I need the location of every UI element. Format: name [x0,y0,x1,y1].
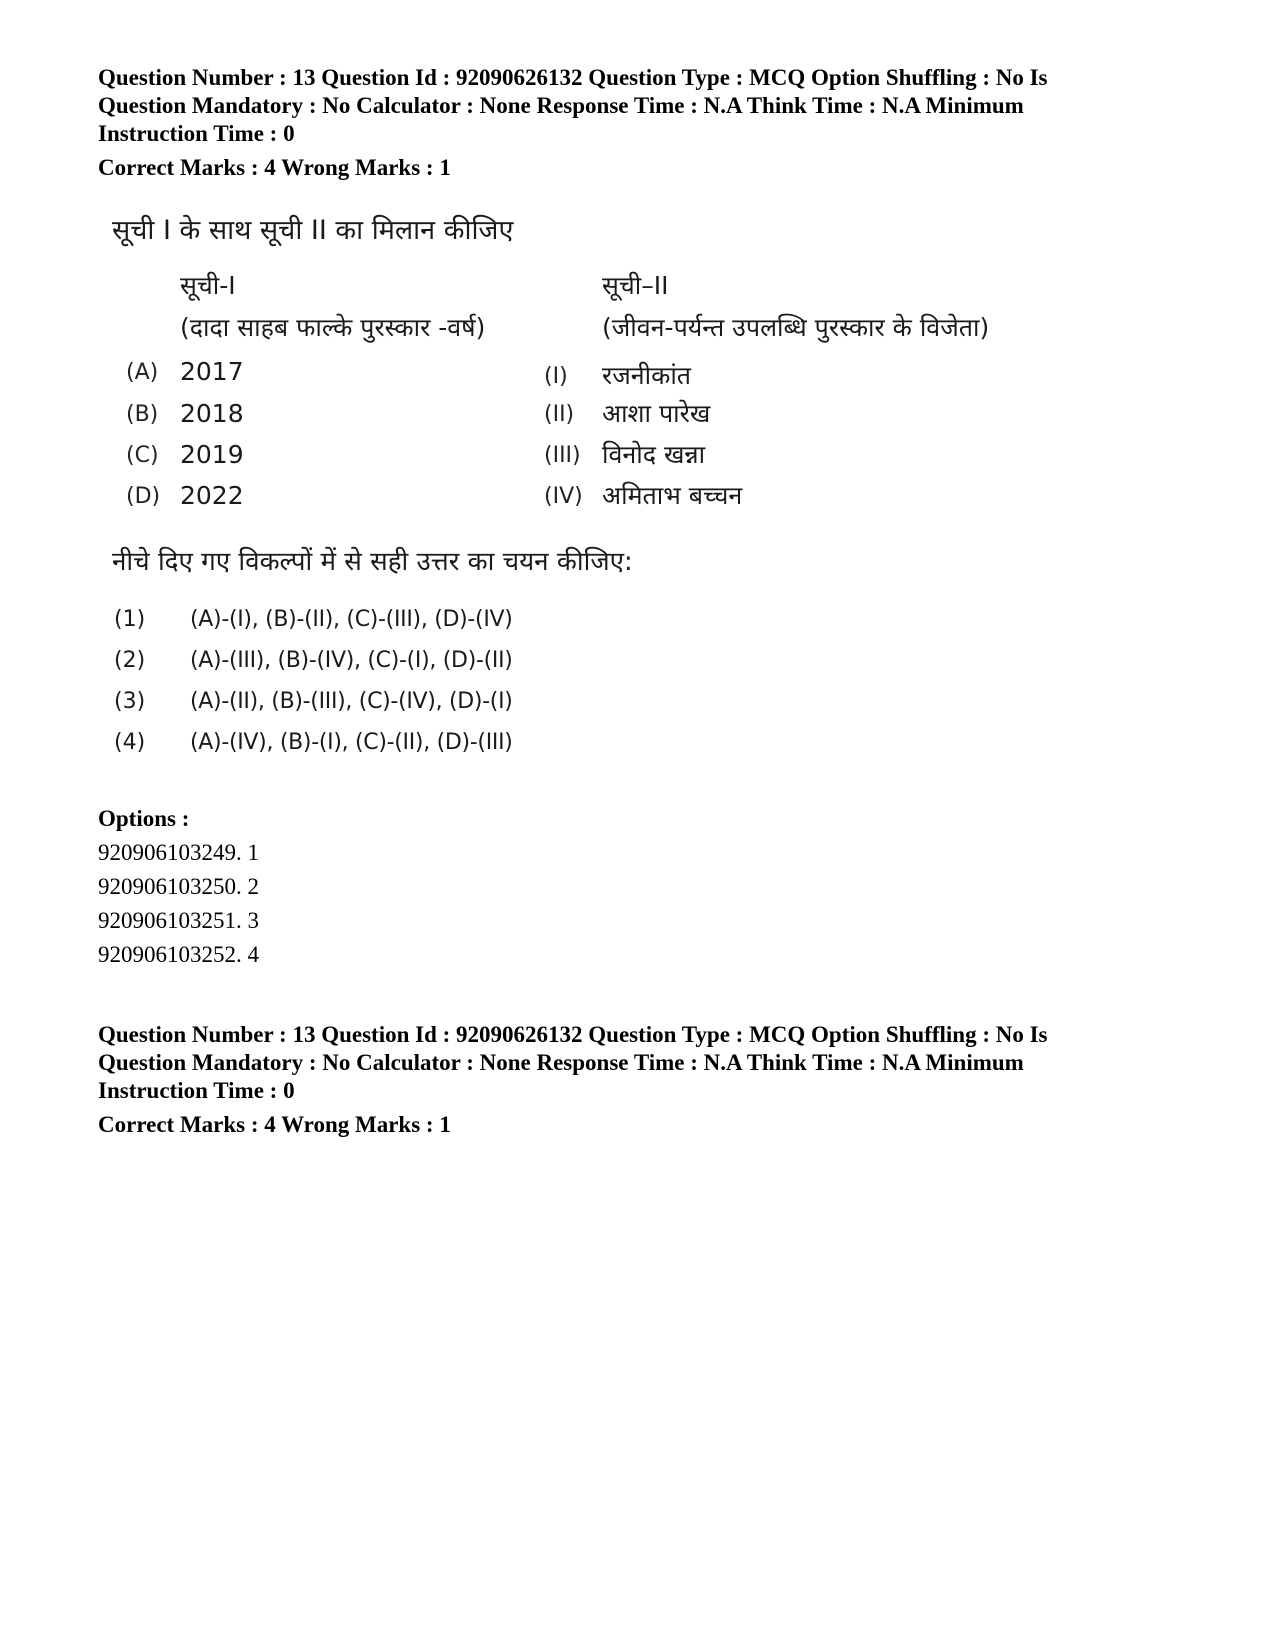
list1-label: (C) [126,443,159,468]
question-meta [98,1021,1198,1105]
list2-value: रजनीकांत [602,361,692,390]
list2-label: (II) [544,402,575,427]
choice-text: (A)-(III), (B)-(IV), (C)-(I), (D)-(II) [190,648,513,673]
list2-value: विनोद खन्ना [602,440,706,469]
meta-line: Question Number : 13 Question Id : 92090626132 Question Type : MCQ Option Shuffling : No Is [98,65,1048,90]
list2-value: आशा पारेख [602,399,711,428]
options-title: Options : [98,806,190,831]
choice-text: (A)-(I), (B)-(II), (C)-(III), (D)-(IV) [190,607,513,632]
choice-text: (A)-(IV), (B)-(I), (C)-(II), (D)-(III) [190,730,513,755]
list1-heading: सूची-I [180,271,236,300]
list1-value: 2022 [180,481,244,510]
list1-label: (B) [126,402,159,427]
meta-line: Instruction Time : 0 [98,121,295,146]
option-item: 920906103249. 1 [98,840,259,865]
question-prompt: सूची I के साथ सूची II का मिलान कीजिए [112,215,514,246]
option-item: 920906103252. 4 [98,942,259,967]
list1-subheading: (दादा साहब फाल्के पुरस्कार -वर्ष) [180,313,486,342]
meta-line: Question Mandatory : No Calculator : None Response Time : N.A Think Time : N.A Minimum [98,93,1024,118]
list1-value: 2018 [180,399,244,428]
list2-label: (IV) [544,484,583,509]
list1-value: 2019 [180,440,244,469]
list2-label: (III) [544,443,581,468]
list1-label: (A) [126,360,159,385]
choice-label: (4) [114,730,146,755]
option-item: 920906103250. 2 [98,874,259,899]
list1-value: 2017 [180,357,244,386]
choice-label: (3) [114,689,146,714]
list2-heading: सूची–II [602,271,669,300]
question-meta [98,64,1198,148]
meta-line: Question Mandatory : No Calculator : None Response Time : N.A Think Time : N.A Minimum [98,1050,1024,1075]
choose-prompt: नीचे दिए गए विकल्पों में से सही उत्तर का चयन कीजिए: [112,547,633,577]
marks-line: Correct Marks : 4 Wrong Marks : 1 [98,155,451,180]
option-item: 920906103251. 3 [98,908,259,933]
meta-line: Instruction Time : 0 [98,1078,295,1103]
marks-line: Correct Marks : 4 Wrong Marks : 1 [98,1112,451,1137]
list2-subheading: (जीवन-पर्यन्त उपलब्धि पुरस्कार के विजेता) [602,313,990,342]
choice-label: (1) [114,607,146,632]
meta-line: Question Number : 13 Question Id : 92090626132 Question Type : MCQ Option Shuffling : No Is [98,1022,1048,1047]
list2-value: अमिताभ बच्चन [602,481,743,510]
question-content [112,210,1112,780]
choice-label: (2) [114,648,146,673]
list2-label: (I) [544,364,568,389]
list1-label: (D) [126,484,161,509]
choice-text: (A)-(II), (B)-(III), (C)-(IV), (D)-(I) [190,689,513,714]
